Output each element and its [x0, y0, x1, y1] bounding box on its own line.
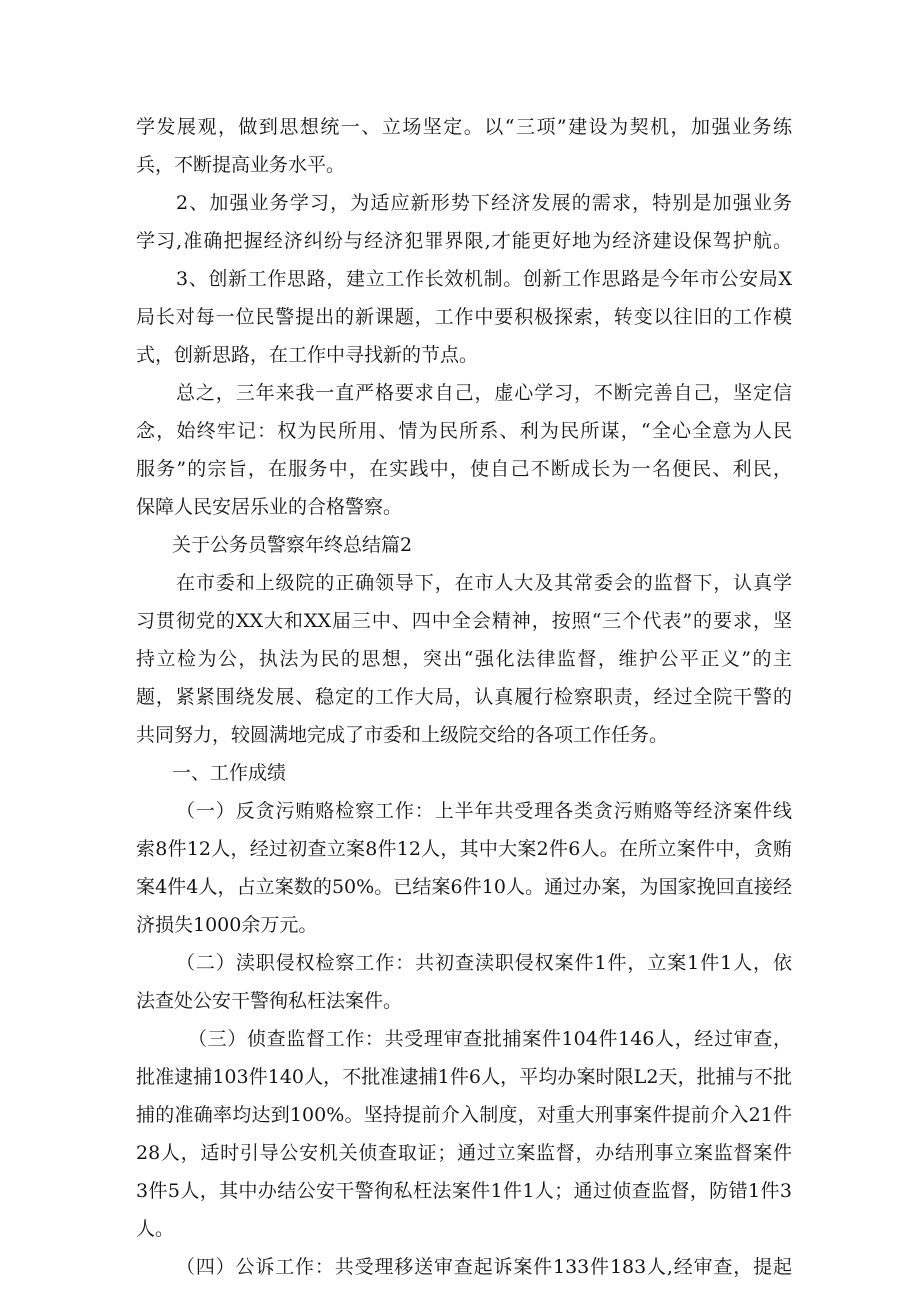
- text-line: 济损失1000余万元。: [136, 914, 318, 936]
- paragraph-prosecution: [136, 1248, 792, 1286]
- text-line: 总之，三年来我一直严格要求自己，虚心学习，不断完善自己，坚定信: [176, 382, 792, 404]
- text-line: 兵，不断提高业务水平。: [136, 154, 346, 176]
- section-title: 关于公务员警察年终总结篇2: [172, 534, 413, 556]
- text-line: 索8件12人，经过初查立案8件12人，其中大案2件6人。在所立案件中，贪贿: [136, 838, 792, 860]
- text-line: 2、加强业务学习，为适应新形势下经济发展的需求，特别是加强业务: [176, 192, 792, 214]
- text-line: （三）侦查监督工作：共受理审查批捕案件104件146人，经过审查，: [188, 1028, 792, 1050]
- text-line: 法查处公安干警徇私枉法案件。: [136, 990, 403, 1012]
- text-line: 3件5人，其中办结公安干警徇私枉法案件1件1人；通过侦查监督，防错1件3: [136, 1180, 792, 1202]
- paragraph-intro: [136, 564, 792, 754]
- text-line: （二）渎职侵权检察工作：共初查渎职侵权案件1件，立案1件1人，依: [176, 952, 792, 974]
- text-line: 保障人民安居乐业的合格警察。: [136, 496, 403, 518]
- text-line: 学发展观，做到思想统一、立场坚定。以“三项”建设为契机，加强业务练: [136, 116, 792, 138]
- document-body: [136, 108, 792, 1286]
- text-line: 局长对每一位民警提出的新课题，工作中要积极探索，转变以往旧的工作模: [136, 306, 792, 328]
- section-heading-part2: [136, 526, 792, 564]
- text-line: 批准逮捕103件140人，不批准逮捕1件6人，平均办案时限L2天，批捕与不批: [136, 1066, 792, 1088]
- text-line: 习贯彻党的XX大和XX届三中、四中全会精神，按照“三个代表”的要求，坚: [136, 610, 792, 632]
- section-title: 一、工作成绩: [172, 762, 287, 784]
- text-line: （一）反贪污贿赂检察工作：上半年共受理各类贪污贿赂等经济案件线: [176, 800, 792, 822]
- text-line: 案4件4人，占立案数的50%。已结案6件10人。通过办案，为国家挽回直接经: [136, 876, 792, 898]
- text-line: 念，始终牢记：权为民所用、情为民所系、利为民所谋，“全心全意为人民: [136, 420, 792, 442]
- text-line: 捕的准确率均达到100%。坚持提前介入制度，对重大刑事案件提前介入21件: [136, 1104, 792, 1126]
- paragraph-malfeasance: [136, 944, 792, 1020]
- text-line: 3、创新工作思路，建立工作长效机制。创新工作思路是今年市公安局X: [176, 268, 792, 290]
- text-line: 28人，适时引导公安机关侦查取证；通过立案监督，办结刑事立案监督案件: [136, 1142, 792, 1164]
- text-line: （四）公诉工作：共受理移送审查起诉案件133件183人,经审查，提起: [176, 1256, 792, 1278]
- paragraph-innovation: [136, 260, 792, 374]
- paragraph-anti-corruption: [136, 792, 792, 944]
- text-line: 共同努力，较圆满地完成了市委和上级院交给的各项工作任务。: [136, 724, 669, 746]
- text-line: 在市委和上级院的正确领导下，在市人大及其常委会的监督下，认真学: [176, 572, 792, 594]
- section-heading-achievements: [136, 754, 792, 792]
- paragraph-investigation-supervision: [136, 1020, 792, 1248]
- paragraph-science-outlook: [136, 108, 792, 184]
- text-line: 人。: [136, 1218, 175, 1240]
- text-line: 题，紧紧围绕发展、稳定的工作大局，认真履行检察职责，经过全院干警的: [136, 686, 792, 708]
- paragraph-business-study: [136, 184, 792, 260]
- text-line: 学习,准确把握经济纠纷与经济犯罪界限,才能更好地为经济建设保驾护航。: [136, 230, 792, 252]
- text-line: 服务”的宗旨，在服务中，在实践中，使自己不断成长为一名便民、利民，: [136, 458, 792, 480]
- text-line: 式，创新思路，在工作中寻找新的节点。: [136, 344, 479, 366]
- text-line: 持立检为公，执法为民的思想，突出“强化法律监督，维护公平正义”的主: [136, 648, 792, 670]
- paragraph-conclusion: [136, 374, 792, 526]
